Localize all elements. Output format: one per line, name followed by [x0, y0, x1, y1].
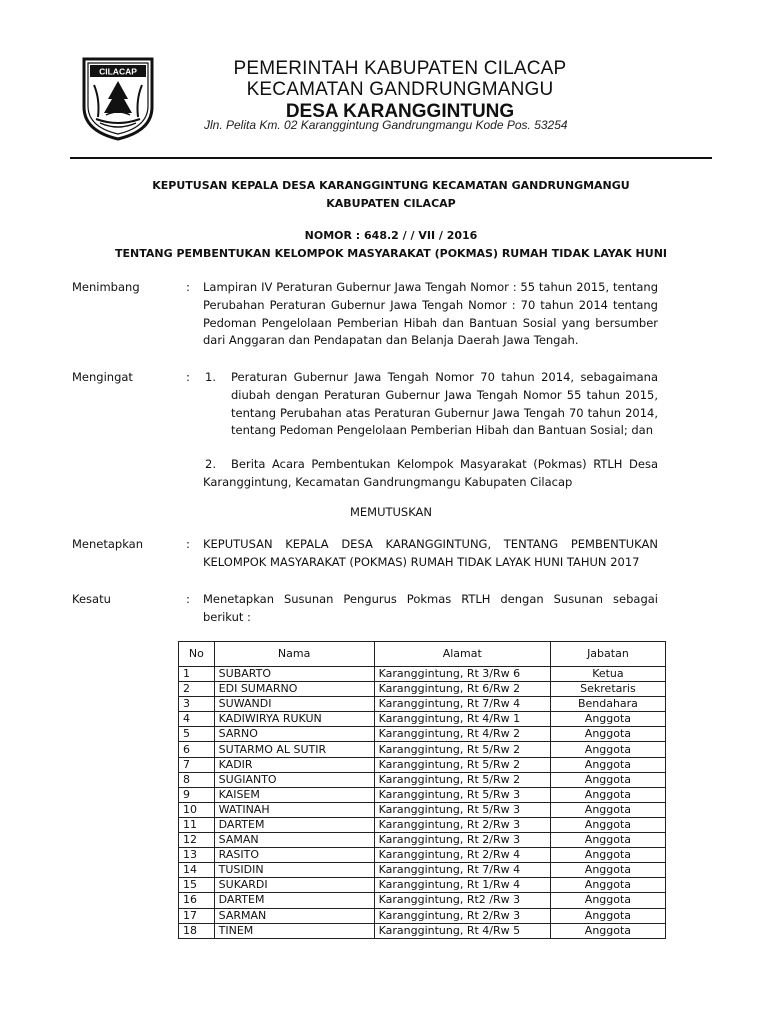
- cell-nama: SUBARTO: [214, 667, 374, 682]
- table-row: [179, 893, 666, 908]
- table-row: [179, 923, 666, 938]
- cell-nama: DARTEM: [214, 817, 374, 832]
- cell-alamat: Karanggintung, Rt 5/Rw 3: [374, 802, 550, 817]
- table-row: [179, 712, 666, 727]
- table-row: [179, 697, 666, 712]
- memutuskan-heading: MEMUTUSKAN: [349, 505, 433, 519]
- mengingat-label: Mengingat: [72, 370, 133, 384]
- cell-nama: RASITO: [214, 848, 374, 863]
- cell-jabatan: Sekretaris: [550, 682, 665, 697]
- kesatu-text: Menetapkan Susunan Pengurus Pokmas RTLH dengan Susunan sebagai berikut :: [203, 592, 658, 624]
- decree-number: NOMOR : 648.2 / / VII / 2016: [304, 229, 478, 242]
- table-row: [179, 682, 666, 697]
- kesatu-colon: :: [186, 592, 190, 606]
- cell-no: 5: [179, 727, 215, 742]
- cell-alamat: Karanggintung, Rt 5/Rw 2: [374, 742, 550, 757]
- cell-alamat: Karanggintung, Rt 1/Rw 4: [374, 878, 550, 893]
- cell-no: 13: [179, 848, 215, 863]
- menimbang-label: Menimbang: [72, 280, 140, 294]
- cell-no: 17: [179, 908, 215, 923]
- cell-alamat: Karanggintung, Rt2 /Rw 3: [374, 893, 550, 908]
- letterhead-village: DESA KARANGGINTUNG: [285, 101, 515, 122]
- header-jabatan: Jabatan: [550, 642, 665, 667]
- table-header-row: [179, 642, 666, 667]
- cell-jabatan: Anggota: [550, 727, 665, 742]
- cell-jabatan: Anggota: [550, 878, 665, 893]
- letterhead-divider: [70, 157, 712, 159]
- cell-alamat: Karanggintung, Rt 2/Rw 3: [374, 817, 550, 832]
- cell-jabatan: Anggota: [550, 817, 665, 832]
- letterhead-address: Jln. Pelita Km. 02 Karanggintung Gandrungmangu Kode Pos. 53254: [204, 118, 568, 132]
- cell-nama: EDI SUMARNO: [214, 682, 374, 697]
- cell-alamat: Karanggintung, Rt 7/Rw 4: [374, 863, 550, 878]
- logo-text: CILACAP: [99, 66, 137, 77]
- table-row: [179, 848, 666, 863]
- cilacap-crest-logo: [80, 55, 156, 141]
- cell-alamat: Karanggintung, Rt 2/Rw 4: [374, 848, 550, 863]
- cell-jabatan: Anggota: [550, 848, 665, 863]
- table-row: [179, 742, 666, 757]
- pokmas-members-table: [178, 641, 666, 939]
- cell-no: 18: [179, 923, 215, 938]
- mengingat-item-1-text: Peraturan Gubernur Jawa Tengah Nomor 70 tahun 2014, sebagaimana diubah dengan Peraturan Gubernur Jawa Tengah Nomor 55 tahun 2015, tentang Perubahan atas Peraturan Gubernur Jawa Tengah 70 tahun 2014, tentang Pedoman Pengelolaan Pemberian Hibah dan Bantuan Sosial; dan: [231, 370, 658, 438]
- table-row: [179, 878, 666, 893]
- cell-nama: SUTARMO AL SUTIR: [214, 742, 374, 757]
- decree-title-line2: KABUPATEN CILACAP: [326, 197, 456, 210]
- cell-nama: TINEM: [214, 923, 374, 938]
- cell-nama: TUSIDIN: [214, 863, 374, 878]
- cell-no: 15: [179, 878, 215, 893]
- table-row: [179, 833, 666, 848]
- cell-jabatan: Anggota: [550, 787, 665, 802]
- cell-nama: DARTEM: [214, 893, 374, 908]
- cell-no: 2: [179, 682, 215, 697]
- table-row: [179, 908, 666, 923]
- cell-no: 10: [179, 802, 215, 817]
- cell-jabatan: Anggota: [550, 908, 665, 923]
- cell-alamat: Karanggintung, Rt 4/Rw 2: [374, 727, 550, 742]
- table-row: [179, 772, 666, 787]
- mengingat-colon: :: [186, 370, 190, 384]
- cell-jabatan: Anggota: [550, 742, 665, 757]
- cell-jabatan: Anggota: [550, 712, 665, 727]
- cell-nama: SARMAN: [214, 908, 374, 923]
- table-row: [179, 757, 666, 772]
- menetapkan-text: KEPUTUSAN KEPALA DESA KARANGGINTUNG, TENTANG PEMBENTUKAN KELOMPOK MASYARAKAT (POKMAS) RUMAH TIDAK LAYAK HUNI TAHUN 2017: [203, 537, 658, 569]
- menetapkan-label: Menetapkan: [72, 537, 144, 551]
- cell-jabatan: Anggota: [550, 923, 665, 938]
- decree-title-line1: KEPUTUSAN KEPALA DESA KARANGGINTUNG KECAMATAN GANDRUNGMANGU: [152, 179, 630, 192]
- cell-no: 9: [179, 787, 215, 802]
- cell-alamat: Karanggintung, Rt 3/Rw 6: [374, 667, 550, 682]
- mengingat-item-2-text: Berita Acara Pembentukan Kelompok Masyarakat (Pokmas) RTLH Desa Karanggintung, Kecamatan Gandrungmangu Kabupaten Cilacap: [203, 457, 658, 489]
- cell-nama: SUKARDI: [214, 878, 374, 893]
- cell-no: 14: [179, 863, 215, 878]
- cell-alamat: Karanggintung, Rt 2/Rw 3: [374, 833, 550, 848]
- letterhead-district: KECAMATAN GANDRUNGMANGU: [246, 79, 554, 100]
- menimbang-colon: :: [186, 280, 190, 294]
- cell-nama: SUGIANTO: [214, 772, 374, 787]
- cell-alamat: Karanggintung, Rt 5/Rw 3: [374, 787, 550, 802]
- cell-no: 12: [179, 833, 215, 848]
- cell-alamat: Karanggintung, Rt 4/Rw 1: [374, 712, 550, 727]
- mengingat-item-2-number: 2.: [205, 457, 216, 471]
- cell-jabatan: Anggota: [550, 863, 665, 878]
- cell-jabatan: Bendahara: [550, 697, 665, 712]
- cell-nama: KAISEM: [214, 787, 374, 802]
- table-row: [179, 787, 666, 802]
- kesatu-label: Kesatu: [72, 592, 111, 606]
- cell-alamat: Karanggintung, Rt 7/Rw 4: [374, 697, 550, 712]
- cell-alamat: Karanggintung, Rt 6/Rw 2: [374, 682, 550, 697]
- cell-no: 3: [179, 697, 215, 712]
- cell-nama: WATINAH: [214, 802, 374, 817]
- cell-alamat: Karanggintung, Rt 2/Rw 3: [374, 908, 550, 923]
- table-row: [179, 802, 666, 817]
- cell-nama: KADIWIRYA RUKUN: [214, 712, 374, 727]
- decree-subject: TENTANG PEMBENTUKAN KELOMPOK MASYARAKAT (POKMAS) RUMAH TIDAK LAYAK HUNI: [115, 247, 667, 260]
- cell-jabatan: Anggota: [550, 893, 665, 908]
- cell-alamat: Karanggintung, Rt 4/Rw 5: [374, 923, 550, 938]
- cell-nama: KADIR: [214, 757, 374, 772]
- cell-jabatan: Anggota: [550, 802, 665, 817]
- header-alamat: Alamat: [374, 642, 550, 667]
- menetapkan-colon: :: [186, 537, 190, 551]
- table-row: [179, 727, 666, 742]
- cell-nama: SARNO: [214, 727, 374, 742]
- header-no: No: [179, 642, 215, 667]
- table-row: [179, 863, 666, 878]
- cell-no: 6: [179, 742, 215, 757]
- cell-nama: SAMAN: [214, 833, 374, 848]
- cell-no: 7: [179, 757, 215, 772]
- cell-no: 11: [179, 817, 215, 832]
- cell-alamat: Karanggintung, Rt 5/Rw 2: [374, 772, 550, 787]
- table-row: [179, 667, 666, 682]
- cell-jabatan: Ketua: [550, 667, 665, 682]
- cell-no: 16: [179, 893, 215, 908]
- cell-alamat: Karanggintung, Rt 5/Rw 2: [374, 757, 550, 772]
- cell-no: 4: [179, 712, 215, 727]
- cell-no: 1: [179, 667, 215, 682]
- cell-jabatan: Anggota: [550, 757, 665, 772]
- letterhead: [190, 58, 610, 123]
- cell-jabatan: Anggota: [550, 833, 665, 848]
- letterhead-government: PEMERINTAH KABUPATEN CILACAP: [233, 58, 567, 79]
- menimbang-text: Lampiran IV Peraturan Gubernur Jawa Tengah Nomor : 55 tahun 2015, tentang Perubahan Peraturan Gubernur Jawa Tengah Nomor : 70 tahun 2014 tentang Pedoman Pengelolaan Pemberian Hibah dan Bantuan Sosial yang bersumber dari Anggaran dan Pendapatan dan Belanja Daerah Jawa Tengah.: [203, 280, 658, 348]
- cell-nama: SUWANDI: [214, 697, 374, 712]
- cell-no: 8: [179, 772, 215, 787]
- header-nama: Nama: [214, 642, 374, 667]
- cell-jabatan: Anggota: [550, 772, 665, 787]
- mengingat-item-1-number: 1.: [205, 370, 216, 384]
- table-row: [179, 817, 666, 832]
